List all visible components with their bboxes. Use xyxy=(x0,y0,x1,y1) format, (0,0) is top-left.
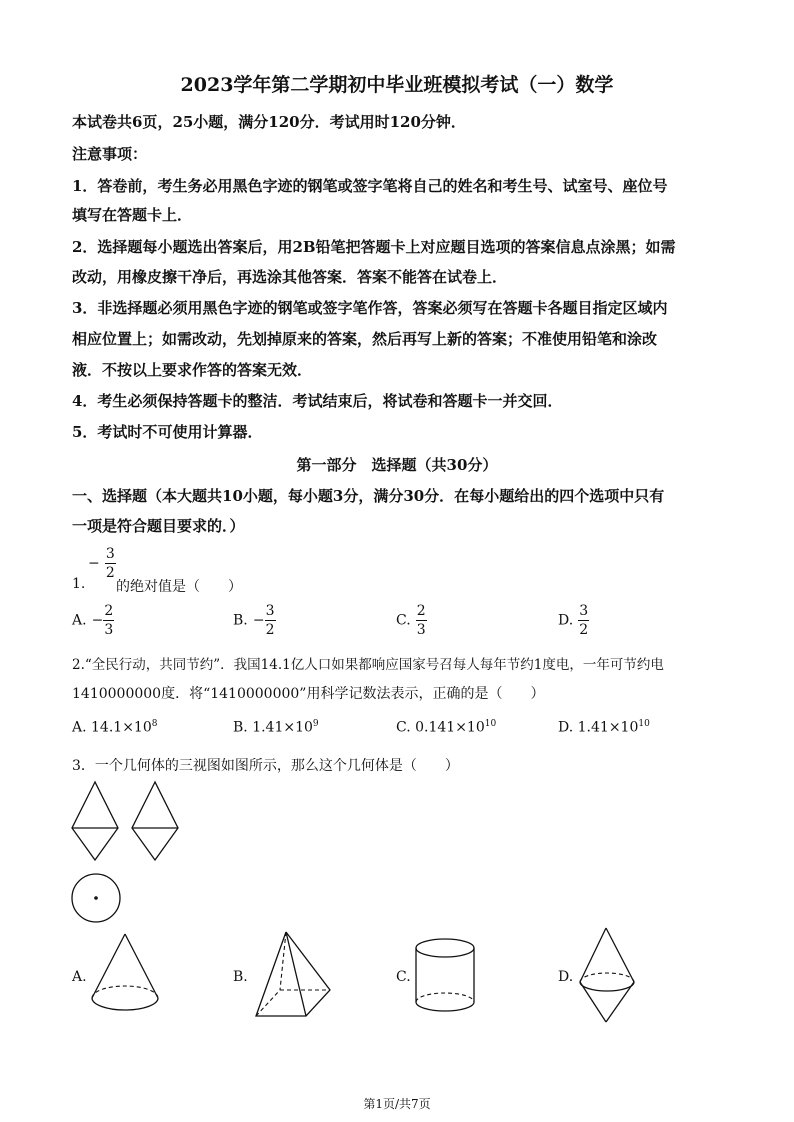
question-stem: 3．一个几何体的三视图如图所示，那么这个几何体是（ ） xyxy=(72,758,459,774)
side-view xyxy=(132,782,178,860)
numerator: 3 xyxy=(265,603,275,619)
option-exponent: 8 xyxy=(151,719,158,729)
option-a[interactable]: A. xyxy=(72,969,87,985)
option-base: 1.41×10 xyxy=(252,719,313,736)
notice-line: 3．非选择题必须用黑色字迹的钢笔或签字笔作答，答案必须写在答题卡各题目指定区域内 xyxy=(72,299,668,317)
question-stem: 1410000000度．将“1410000000”用科学记数法表示，正确的是（ ） xyxy=(72,686,545,702)
notice-line: 填写在答题卡上． xyxy=(72,206,193,224)
denominator: 3 xyxy=(104,622,114,638)
fraction xyxy=(105,547,116,580)
top-view xyxy=(72,874,120,922)
minus-sign: − xyxy=(252,612,265,629)
three-view-diagram xyxy=(66,778,196,928)
intro-text: 本试卷共6页，25小题，满分120分．考试用时120分钟． xyxy=(72,113,466,131)
option-label: B. xyxy=(233,719,248,736)
option-label: D. xyxy=(558,612,574,629)
option-c[interactable] xyxy=(396,604,427,637)
option-c[interactable]: C. xyxy=(396,969,411,985)
option-label: B. xyxy=(233,612,248,629)
double-cone-option-shape[interactable] xyxy=(574,924,650,1028)
denominator: 2 xyxy=(265,622,275,638)
option-d[interactable]: D. xyxy=(558,969,574,985)
question-fraction xyxy=(88,547,116,580)
front-view xyxy=(72,782,118,860)
option-label: A. xyxy=(72,719,87,736)
option-a[interactable] xyxy=(72,604,114,637)
option-b[interactable]: B. xyxy=(233,969,248,985)
notice-line: 相应位置上；如需改动，先划掉原来的答案，然后再写上新的答案；不准使用铅笔和涂改 xyxy=(72,330,658,348)
notice-title: 注意事项： xyxy=(72,145,148,163)
option-exponent: 10 xyxy=(484,719,497,729)
denominator: 2 xyxy=(579,622,589,638)
numerator: 3 xyxy=(105,546,115,562)
option-a[interactable] xyxy=(72,719,157,736)
section-heading: 一项是符合题目要求的．） xyxy=(72,517,245,535)
notice-line: 改动，用橡皮擦干净后，再选涂其他答案．答案不能答在试卷上． xyxy=(72,268,508,286)
notice-line: 4．考生必须保持答题卡的整洁．考试结束后，将试卷和答题卡一并交回． xyxy=(72,392,563,410)
notice-line: 液．不按以上要求作答的答案无效． xyxy=(72,361,313,379)
numerator: 2 xyxy=(416,603,426,619)
part-title: 第一部分 选择题（共30分） xyxy=(296,456,498,474)
question-stem: 的绝对值是（ ） xyxy=(116,579,242,595)
option-base: 1.41×10 xyxy=(577,719,639,736)
minus-sign: − xyxy=(88,555,100,572)
option-base: 0.141×10 xyxy=(415,719,485,736)
denominator: 2 xyxy=(105,565,115,581)
option-base: 14.1×10 xyxy=(91,719,152,736)
page-title: 2023学年第二学期初中毕业班模拟考试（一）数学 xyxy=(180,74,614,96)
question-stem: 2.“全民行动，共同节约”．我国14.1亿人口如果都响应国家号召每人每年节约1度电，一年可节约电 xyxy=(72,657,664,673)
notice-line: 5．考试时不可使用计算器． xyxy=(72,423,263,441)
option-b[interactable] xyxy=(233,604,276,637)
option-exponent: 9 xyxy=(312,719,319,729)
question-number: 1. xyxy=(72,576,86,592)
option-c[interactable] xyxy=(396,719,496,736)
cylinder-option-shape[interactable] xyxy=(412,936,482,1021)
option-d[interactable] xyxy=(558,604,589,637)
option-label: C. xyxy=(396,719,411,736)
option-label: D. xyxy=(558,719,574,736)
pyramid-option-shape[interactable] xyxy=(250,928,340,1023)
option-label: A. xyxy=(72,612,87,629)
section-heading: 一、选择题（本大题共10小题，每小题3分，满分30分．在每小题给出的四个选项中只有 xyxy=(72,487,665,505)
minus-sign: − xyxy=(91,612,104,629)
notice-line: 1．答卷前，考生务必用黑色字迹的钢笔或签字笔将自己的姓名和考生号、试室号、座位号 xyxy=(72,177,668,195)
option-d[interactable] xyxy=(558,719,650,736)
option-exponent: 10 xyxy=(638,719,650,729)
numerator: 2 xyxy=(104,603,114,619)
numerator: 3 xyxy=(579,603,589,619)
option-b[interactable] xyxy=(233,719,319,736)
notice-line: 2．选择题每小题选出答案后，用2B铅笔把答题卡上对应题目选项的答案信息点涂黑；如需 xyxy=(72,238,676,256)
denominator: 3 xyxy=(416,622,426,638)
option-label: C. xyxy=(396,612,411,629)
page-footer: 第1页/共7页 xyxy=(363,1097,431,1111)
cone-option-shape[interactable] xyxy=(88,930,168,1020)
